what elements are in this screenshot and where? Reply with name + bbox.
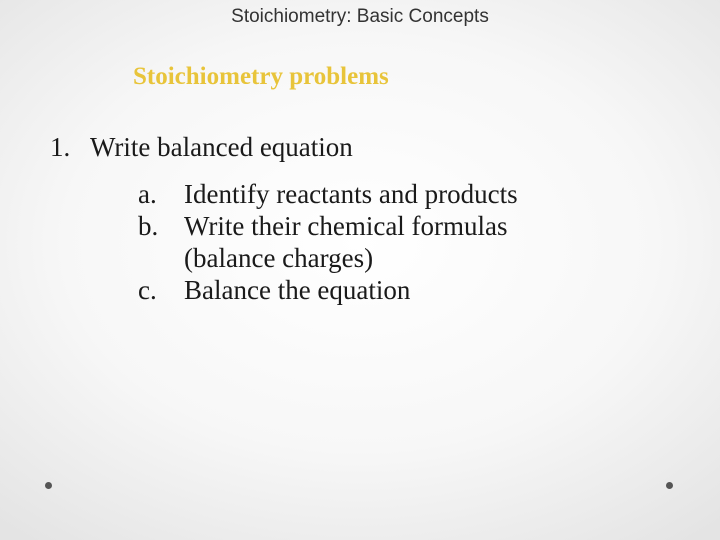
slide-heading: Stoichiometry problems xyxy=(133,63,389,90)
sub-step-letter: a. xyxy=(138,179,157,209)
sub-step-text-continuation: (balance charges) xyxy=(184,243,374,273)
sub-step-text: Balance the equation xyxy=(184,275,411,305)
sub-step-item xyxy=(0,210,720,274)
decorative-dot-icon xyxy=(45,482,52,489)
sub-step-list xyxy=(0,178,720,306)
header-title: Stoichiometry: Basic Concepts xyxy=(231,6,489,27)
step-list xyxy=(0,128,720,306)
step-number: 1. xyxy=(50,132,71,162)
sub-step-text: Write their chemical formulas xyxy=(184,211,508,241)
sub-step-text: Identify reactants and products xyxy=(184,179,518,209)
step-item xyxy=(0,128,720,168)
sub-step-letter: c. xyxy=(138,275,157,305)
sub-step-letter: b. xyxy=(138,211,159,241)
sub-step-item xyxy=(0,178,720,210)
sub-step-item xyxy=(0,274,720,306)
decorative-dot-icon xyxy=(666,482,673,489)
step-text: Write balanced equation xyxy=(90,132,353,162)
